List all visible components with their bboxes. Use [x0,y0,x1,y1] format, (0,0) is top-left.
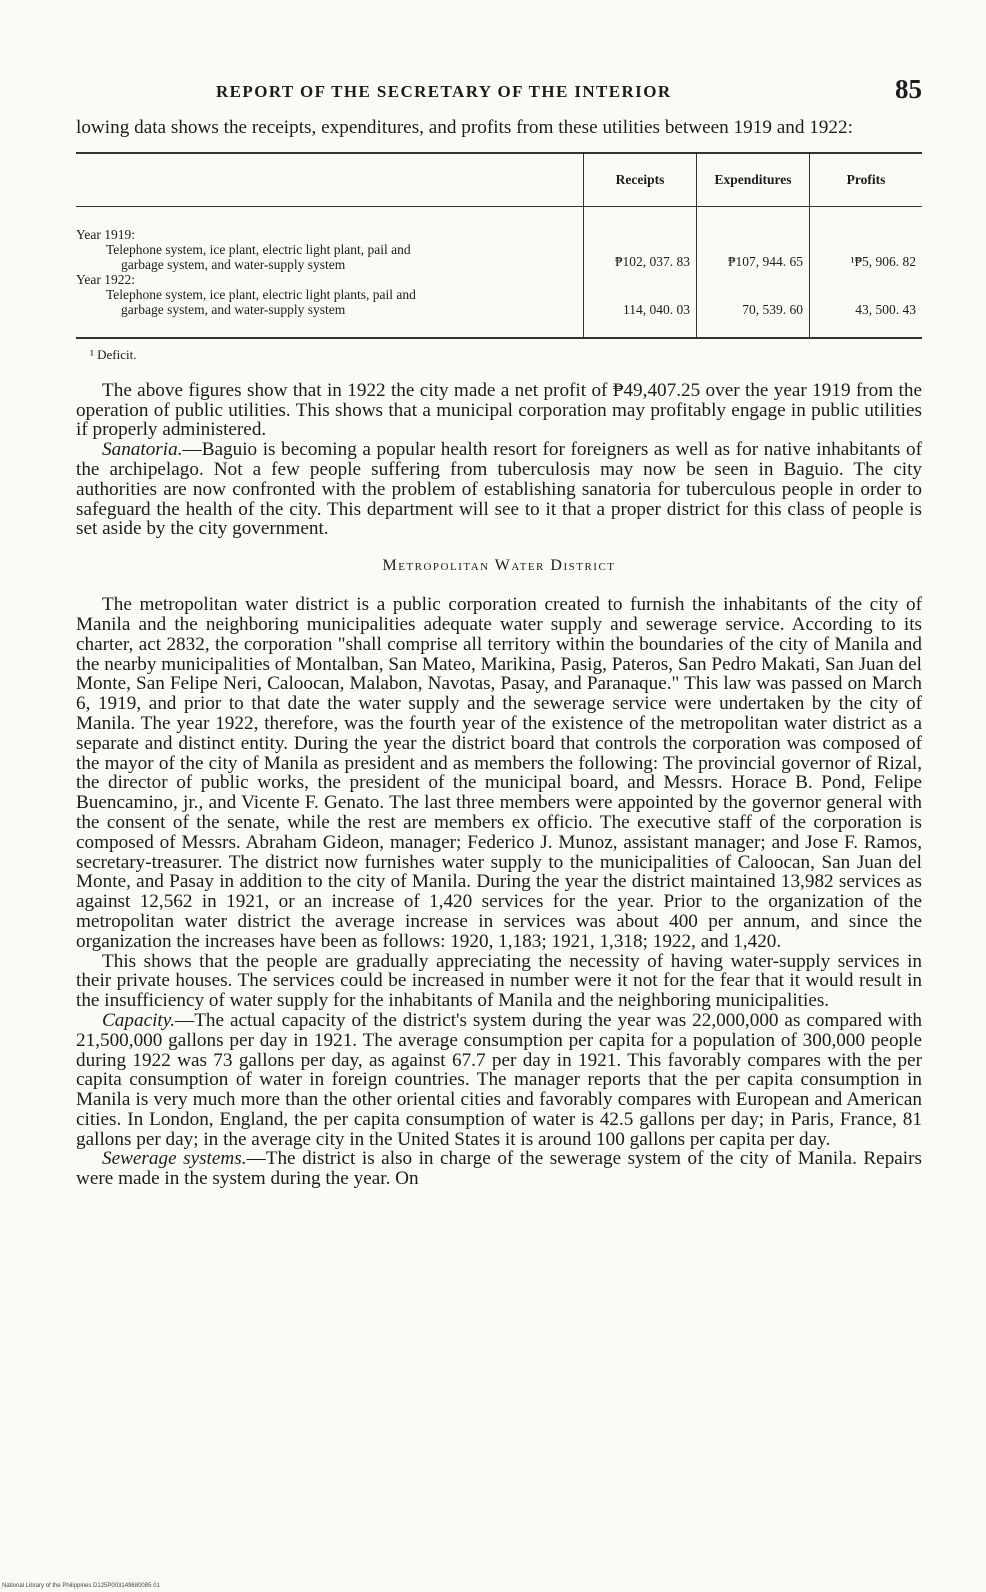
table-row [76,272,922,337]
paragraph-capacity [76,1011,922,1150]
paragraph-text: —Baguio is becoming a popular health resort for foreigners as well as for native inhabitants of the archipelago. Not a few people suffering from tuberculosis may now be seen in Baguio. The city authorities are now confronted with the problem of establishing sanatoria for tuberculous people in order to safeguard the health of the city. This department will see to it that a proper district for this class of people is set aside by the city government. [76,439,922,540]
utilities-table [76,152,922,339]
cell-profits: ¹₱5, 906. 82 [810,206,923,272]
paragraph-water-services: This shows that the people are gradually appreciating the necessity of having water-supply services in their private houses. The services could be increased in number were it not for the fear that it would result in the insufficiency of water supply for the inhabitants of Manila and the neighboring municipalities. [76,950,922,1012]
scan-footer-note: National Library of the Philippines D125P003149680085 01 [2,1583,160,1589]
table-header-blank [76,154,584,207]
row-description-line: garbage system, and water-supply system [121,256,346,272]
row-year: Year 1919: [76,226,136,242]
cell-expenditures: 70, 539. 60 [697,272,810,337]
row-description-line: Telephone system, ice plant, electric light plants, pail and [106,286,416,302]
column-header-receipts: Receipts [584,154,697,207]
paragraph-lead: Capacity. [102,1009,176,1031]
page-header [76,72,922,112]
intro-paragraph: lowing data shows the receipts, expenditures, and profits from these utilities between 1919 and 1922: [76,117,853,138]
paragraph-sewerage [76,1149,922,1189]
cell-profits: 43, 500. 43 [810,272,923,337]
paragraph-sanatoria [76,440,922,539]
row-description-line: garbage system, and water-supply system [121,301,346,317]
column-header-profits: Profits [810,154,923,207]
document-page [76,72,922,1189]
table-row [76,206,922,272]
cell-receipts: 114, 040. 03 [584,272,697,337]
running-title: REPORT OF THE SECRETARY OF THE INTERIOR [216,82,672,101]
paragraph-text: —The actual capacity of the district's system during the year was 22,000,000 as compared with 21,500,000 gallons per day in 1921. The average consumption per capita for a population of 300,000 people during 1922 was 73 gallons per day, as against 67.7 per day in 1921. This favorably compares with the per capita consumption of water in foreign countries. The manager reports that the per capita consumption in Manila is very much more than the other oriental cities and favorably compares with European and American cities. In London, England, the per capita consumption of water is 42.5 gallons per day; in Paris, France, 81 gallons per day; in the average city in the United States it is around 100 gallons per capita per day. [76,1009,922,1150]
table-footnote: ¹ Deficit. [90,346,137,362]
row-year: Year 1922: [76,271,136,287]
paragraph-lead: Sewerage systems. [102,1148,247,1170]
paragraph-net-profit: The above figures show that in 1922 the city made a net profit of ₱49,407.25 over the year 1919 from the operation of public utilities. This shows that a municipal corporation may profitably engage in public utilities if properly administered. [76,379,922,441]
column-header-expenditures: Expenditures [697,154,810,207]
page-number: 85 [895,74,922,104]
paragraph-text: —The district is also in charge of the sewerage system of the city of Manila. Repairs were made in the system during the year. On [76,1148,922,1190]
row-description [76,272,584,337]
paragraph-lead: Sanatoria. [102,439,183,461]
paragraph-water-district: The metropolitan water district is a public corporation created to furnish the inhabitants of the city of Manila and the neighboring municipalities adequate water supply and sewerage service. According to its charter, act 2832, the corporation "shall comprise all territory within the boundaries of the city of Manila and the nearby municipalities of Montalban, San Mateo, Marikina, Pasig, Pateros, San Pedro Makati, San Juan del Monte, San Felipe Neri, Caloocan, Malabon, Navotas, Pasay, and Paranaque." This law was passed on March 6, 1919, and prior to that date the water supply and the sewerage service were undertaken by the city of Manila. The year 1922, therefore, was the fourth year of the existence of the metropolitan water district as a separate and distinct entity. During the year the district board that controls the corporation was composed of the mayor of the city of Manila as president and as members the following: The provincial governor of Rizal, the director of public works, the president of the municipal board, and Messrs. Horace B. Pond, Felipe Buencamino, jr., and Vicente F. Genato. The last three members were appointed by the governor general with the consent of the senate, while the rest are members ex officio. The executive staff of the corporation is composed of Messrs. Abraham Gideon, manager; Federico J. Munoz, assistant manager; and Jose F. Ramos, secretary-treasurer. The district now furnishes water supply to the municipalities of Caloocan, San Juan del Monte, and Pasay in addition to the city of Manila. During the year the district maintained 13,982 services as against 12,562 in 1921, or an increase of 1,420 services for the year. Prior to the organization of the metropolitan water district the average increase in services was about 400 per annum, and since the organization the increases have been as follows: 1920, 1,183; 1921, 1,318; 1922, and 1,420. [76,594,922,952]
cell-expenditures: ₱107, 944. 65 [697,206,810,272]
row-description-line: Telephone system, ice plant, electric light plant, pail and [106,241,411,257]
row-description [76,206,584,272]
cell-receipts: ₱102, 037. 83 [584,206,697,272]
section-heading: Metropolitan Water District [382,557,616,575]
